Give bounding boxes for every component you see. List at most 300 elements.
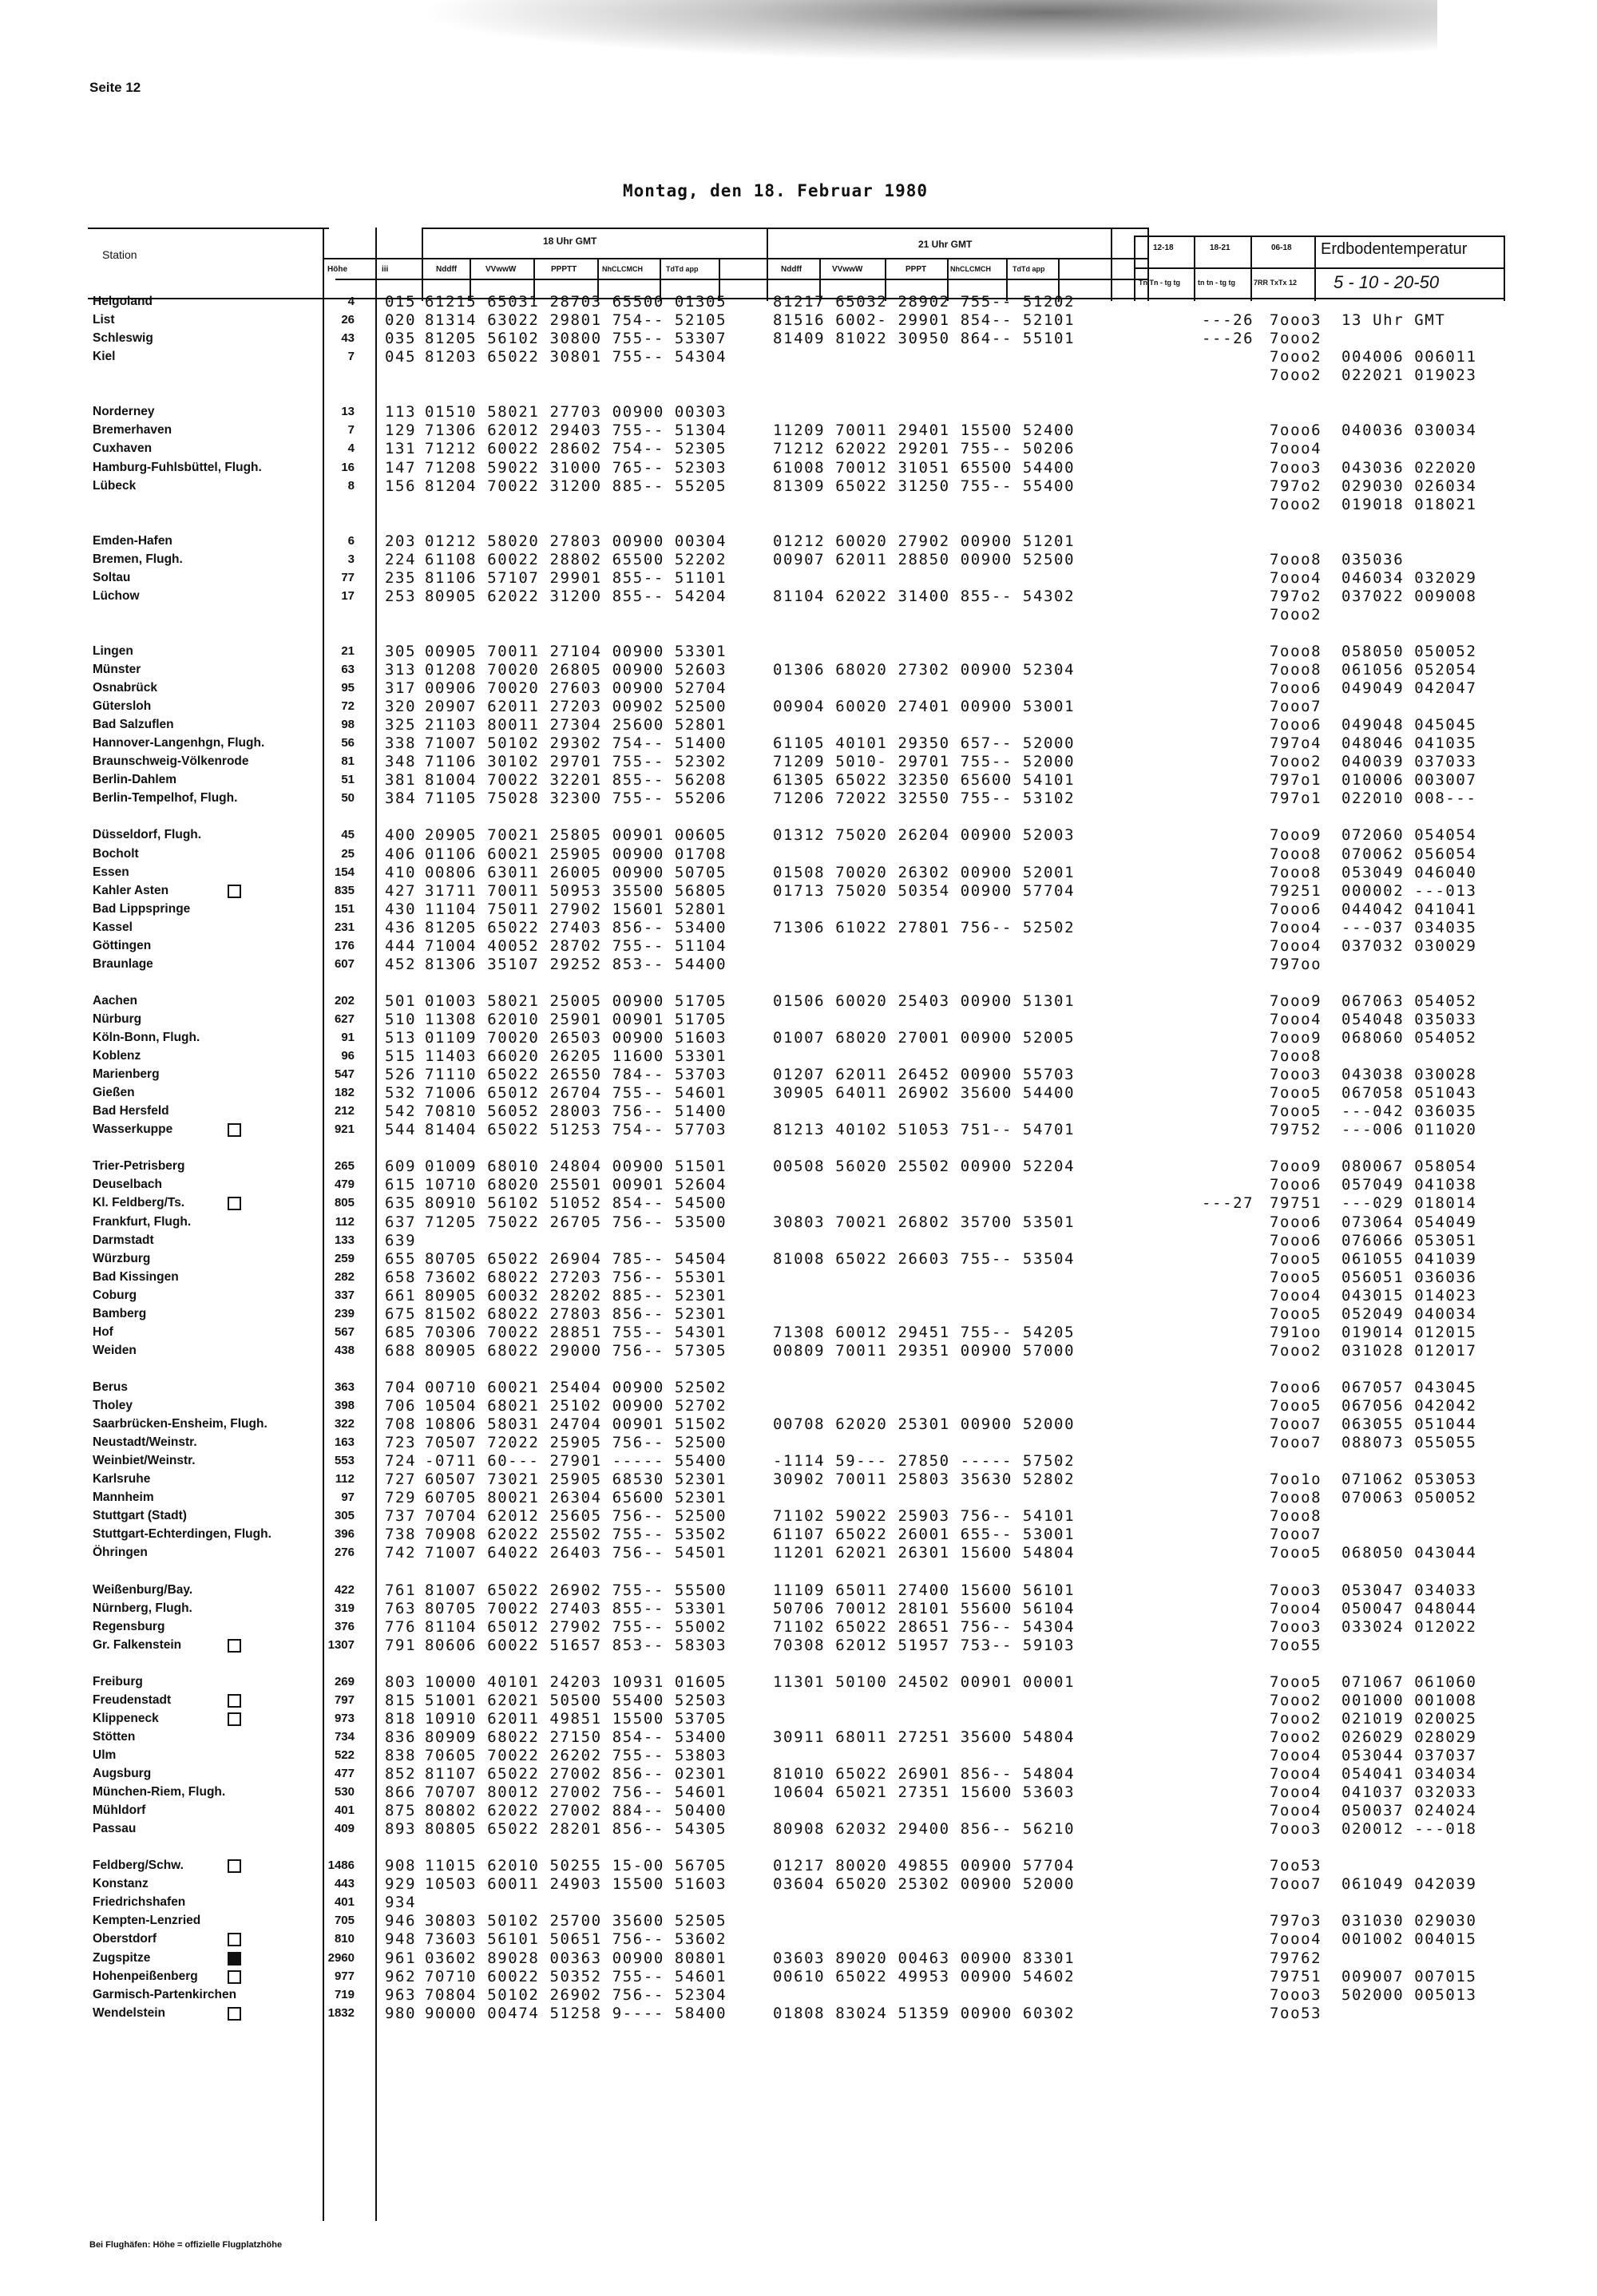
station-name: Aachen bbox=[93, 993, 137, 1007]
code-group: 7ooo3 bbox=[1270, 311, 1322, 330]
station-id: 908 bbox=[385, 1857, 417, 1875]
code-group: 7ooo2 bbox=[1270, 1691, 1322, 1709]
soil-temperature: 053047 034033 bbox=[1341, 1581, 1477, 1599]
code-group: 7ooo6 bbox=[1270, 679, 1322, 698]
obs-18-gmt: 10806 58031 24704 00901 51502 bbox=[425, 1415, 727, 1433]
station-name: Konstanz bbox=[93, 1877, 149, 1891]
obs-18-gmt: 01109 70020 26503 00900 51603 bbox=[425, 1029, 727, 1047]
station-height: 269 bbox=[334, 1674, 355, 1688]
table-header bbox=[88, 228, 1505, 301]
station-height: 151 bbox=[334, 901, 355, 916]
station-height: 438 bbox=[334, 1343, 355, 1357]
soil-temperature: 044042 041041 bbox=[1341, 900, 1477, 918]
period-12-18-sub: Tn Tn - tg tg bbox=[1139, 279, 1180, 287]
obs-18-gmt: 70704 62012 25605 756-- 52500 bbox=[425, 1507, 727, 1526]
code-group: 7ooo9 bbox=[1270, 1029, 1322, 1047]
station-height: 51 bbox=[341, 773, 355, 787]
station-name: Weißenburg/Bay. bbox=[93, 1582, 193, 1597]
soil-temperature: 040039 037033 bbox=[1341, 753, 1477, 771]
obs-21-gmt: 01713 75020 50354 00900 57704 bbox=[773, 881, 1076, 900]
obs-18-gmt: 70804 50102 26902 756-- 52304 bbox=[425, 1985, 727, 2004]
code-group: 7ooo4 bbox=[1270, 1010, 1322, 1028]
station-height: 409 bbox=[334, 1822, 355, 1836]
code-group: 7ooo3 bbox=[1270, 458, 1322, 477]
station-name: Würzburg bbox=[93, 1251, 151, 1265]
station-id: 818 bbox=[385, 1709, 417, 1728]
obs-21-gmt: 71209 5010- 29701 755-- 52000 bbox=[773, 753, 1076, 771]
obs-21-gmt: 81217 65032 28902 755-- 51202 bbox=[773, 293, 1076, 311]
station-name: Hamburg-Fuhlsbüttel, Flugh. bbox=[93, 460, 262, 474]
code-group: 7ooo5 bbox=[1270, 1304, 1322, 1323]
soil-temperature: 053044 037037 bbox=[1341, 1746, 1477, 1764]
obs-21-gmt: 01508 70020 26302 00900 52001 bbox=[773, 863, 1076, 881]
soil-temperature: 021019 020025 bbox=[1341, 1709, 1477, 1728]
station-name: Helgoland bbox=[93, 295, 153, 308]
station-name: List bbox=[93, 313, 115, 327]
station-height: 7 bbox=[347, 423, 355, 437]
code-group: 7ooo8 bbox=[1270, 1489, 1322, 1507]
obs-18-gmt: 21103 80011 27304 25600 52801 bbox=[425, 716, 727, 734]
soil-temperature: 049048 045045 bbox=[1341, 716, 1477, 734]
station-name: Nürburg bbox=[93, 1011, 142, 1026]
station-height: 977 bbox=[334, 1969, 355, 1983]
code-group: 7ooo4 bbox=[1270, 1599, 1322, 1617]
col21-1: Nddff bbox=[781, 265, 802, 274]
obs-18-gmt: 00906 70020 27603 00900 52704 bbox=[425, 679, 727, 698]
station-id: 639 bbox=[385, 1231, 417, 1249]
station-height: 6 bbox=[347, 533, 355, 548]
station-height: 91 bbox=[341, 1031, 355, 1044]
station-name: Cuxhaven bbox=[93, 441, 153, 456]
station-height: 81 bbox=[341, 754, 355, 769]
obs-21-gmt: 71102 65022 28651 756-- 54304 bbox=[773, 1617, 1076, 1636]
station-name: Karlsruhe bbox=[93, 1472, 151, 1486]
station-id: 934 bbox=[385, 1894, 417, 1912]
station-name: Hof bbox=[93, 1324, 113, 1339]
station-id: 893 bbox=[385, 1820, 417, 1839]
soil-temperature: 057049 041038 bbox=[1341, 1176, 1477, 1194]
code-group: 7ooo3 bbox=[1270, 1985, 1322, 2004]
station-height: 3 bbox=[347, 552, 355, 566]
station-name: Frankfurt, Flugh. bbox=[93, 1214, 192, 1229]
station-id: 203 bbox=[385, 532, 417, 550]
soil-temperature: 070063 050052 bbox=[1341, 1489, 1477, 1507]
obs-21-gmt: 01506 60020 25403 00900 51301 bbox=[773, 992, 1076, 1010]
soil-temperature: 061055 041039 bbox=[1341, 1249, 1477, 1268]
obs-21-gmt: 11301 50100 24502 00901 00001 bbox=[773, 1673, 1076, 1691]
station-height: 154 bbox=[334, 865, 355, 879]
station-height: 477 bbox=[334, 1767, 355, 1780]
station-id: 776 bbox=[385, 1617, 417, 1636]
code-group: 7ooo4 bbox=[1270, 1783, 1322, 1801]
soil-temperature: 031030 029030 bbox=[1341, 1912, 1477, 1930]
obs-18-gmt: 70908 62022 25502 755-- 53502 bbox=[425, 1526, 727, 1544]
code-group: 79752 bbox=[1270, 1121, 1322, 1139]
page-title: Montag, den 18. Februar 1980 bbox=[623, 181, 929, 200]
station-height: 21 bbox=[341, 644, 355, 658]
station-id: 866 bbox=[385, 1783, 417, 1801]
code-group: 7ooo5 bbox=[1270, 1544, 1322, 1562]
obs-18-gmt: 11104 75011 27902 15601 52801 bbox=[425, 900, 727, 918]
header-21gmt: 21 Uhr GMT bbox=[918, 239, 973, 250]
obs-21-gmt: 01217 80020 49855 00900 57704 bbox=[773, 1857, 1076, 1875]
station-id: 544 bbox=[385, 1121, 417, 1139]
obs-21-gmt: 01212 60020 27902 00900 51201 bbox=[773, 532, 1076, 550]
obs-18-gmt: 73602 68022 27203 756-- 55301 bbox=[425, 1268, 727, 1286]
station-id: 655 bbox=[385, 1249, 417, 1268]
station-name: Stuttgart-Echterdingen, Flugh. bbox=[93, 1527, 271, 1542]
station-id: 113 bbox=[385, 403, 417, 422]
code-group: 7oo1o bbox=[1270, 1471, 1322, 1489]
obs-18-gmt: 01106 60021 25905 00900 01708 bbox=[425, 845, 727, 863]
obs-18-gmt: 81004 70022 32201 855-- 56208 bbox=[425, 771, 727, 790]
station-height: 553 bbox=[334, 1454, 355, 1468]
station-id: 685 bbox=[385, 1323, 417, 1341]
station-marker-open-icon bbox=[228, 2007, 241, 2021]
station-id: 320 bbox=[385, 698, 417, 716]
station-name: Bad Lippspringe bbox=[93, 901, 191, 916]
station-name: Oberstdorf bbox=[93, 1932, 157, 1946]
station-marker-open-icon bbox=[228, 1970, 241, 1984]
station-id: 946 bbox=[385, 1912, 417, 1930]
station-id: 688 bbox=[385, 1341, 417, 1360]
station-height: 337 bbox=[334, 1288, 355, 1302]
station-height: 4 bbox=[347, 295, 355, 308]
station-id: 131 bbox=[385, 440, 417, 458]
soil-temperature: 13 Uhr GMT bbox=[1341, 311, 1446, 330]
station-name: Nürnberg, Flugh. bbox=[93, 1601, 192, 1615]
obs-18-gmt: 81314 63022 29801 754-- 52105 bbox=[425, 311, 727, 330]
station-name: Trier-Petrisberg bbox=[93, 1159, 185, 1174]
station-id: 838 bbox=[385, 1746, 417, 1764]
station-height: 835 bbox=[334, 883, 355, 897]
obs-18-gmt: 80606 60022 51657 853-- 58303 bbox=[425, 1636, 727, 1654]
station-height: 282 bbox=[334, 1269, 355, 1284]
obs-21-gmt: 00708 62020 25301 00900 52000 bbox=[773, 1415, 1076, 1433]
soil-temperature: ---042 036035 bbox=[1341, 1102, 1477, 1121]
soil-temperature: 052049 040034 bbox=[1341, 1304, 1477, 1323]
station-marker-open-icon bbox=[228, 1123, 241, 1137]
station-height: 797 bbox=[334, 1692, 355, 1707]
code-group: 7ooo2 bbox=[1270, 1728, 1322, 1746]
period-06-18: 06-18 bbox=[1271, 243, 1292, 252]
soil-temperature: 037032 030029 bbox=[1341, 936, 1477, 955]
station-name: Stuttgart (Stadt) bbox=[93, 1509, 187, 1523]
station-id: 348 bbox=[385, 753, 417, 771]
obs-21-gmt: 01207 62011 26452 00900 55703 bbox=[773, 1066, 1076, 1084]
station-name: Hohenpeißenberg bbox=[93, 1969, 198, 1983]
station-id: 724 bbox=[385, 1452, 417, 1471]
soil-temperature: 068050 043044 bbox=[1341, 1544, 1477, 1562]
obs-21-gmt: 61105 40101 29350 657-- 52000 bbox=[773, 734, 1076, 753]
station-height: 265 bbox=[334, 1159, 355, 1174]
station-height: 401 bbox=[334, 1803, 355, 1818]
soil-temperature: ---029 018014 bbox=[1341, 1194, 1477, 1213]
code-group: 79751 bbox=[1270, 1967, 1322, 1985]
obs-18-gmt: 81306 35107 29252 853-- 54400 bbox=[425, 955, 727, 973]
station-id: 729 bbox=[385, 1489, 417, 1507]
station-name: Gütersloh bbox=[93, 699, 152, 714]
code-group: 7ooo8 bbox=[1270, 1507, 1322, 1526]
station-name: Kempten-Lenzried bbox=[93, 1914, 201, 1928]
station-id: 738 bbox=[385, 1526, 417, 1544]
temp-min-max: ---26 bbox=[1202, 330, 1254, 348]
code-group: 7ooo6 bbox=[1270, 1213, 1322, 1231]
station-height: 163 bbox=[334, 1435, 355, 1450]
station-name: Mannheim bbox=[93, 1490, 154, 1505]
station-height: 56 bbox=[341, 736, 355, 750]
obs-21-gmt: 81213 40102 51053 751-- 54701 bbox=[773, 1121, 1076, 1139]
code-group: 7ooo3 bbox=[1270, 1581, 1322, 1599]
soil-temperature: 067058 051043 bbox=[1341, 1084, 1477, 1102]
station-name: Klippeneck bbox=[93, 1711, 159, 1725]
code-group: 797o1 bbox=[1270, 790, 1322, 808]
period-12-18: 12-18 bbox=[1153, 243, 1174, 252]
obs-21-gmt: 71212 62022 29201 755-- 50206 bbox=[773, 440, 1076, 458]
obs-18-gmt: 81106 57107 29901 855-- 51101 bbox=[425, 568, 727, 587]
station-name: Kassel bbox=[93, 920, 133, 934]
obs-18-gmt: 51001 62021 50500 55400 52503 bbox=[425, 1691, 727, 1709]
obs-18-gmt: 00710 60021 25404 00900 52502 bbox=[425, 1378, 727, 1396]
obs-18-gmt: 01003 58021 25005 00900 51705 bbox=[425, 992, 727, 1010]
station-marker-filled-icon bbox=[228, 1952, 241, 1965]
code-group: 79751 bbox=[1270, 1194, 1322, 1213]
station-name: Friedrichshafen bbox=[93, 1895, 186, 1910]
obs-18-gmt: 10710 68020 25501 00901 52604 bbox=[425, 1176, 727, 1194]
obs-18-gmt: 70810 56052 28003 756-- 51400 bbox=[425, 1102, 727, 1121]
station-id: 980 bbox=[385, 2004, 417, 2022]
soil-temperature: 061056 052054 bbox=[1341, 661, 1477, 679]
station-id: 444 bbox=[385, 936, 417, 955]
station-name: Darmstadt bbox=[93, 1233, 154, 1247]
obs-18-gmt: 01212 58020 27803 00900 00304 bbox=[425, 532, 727, 550]
station-height: 43 bbox=[341, 331, 355, 346]
code-group: 7ooo2 bbox=[1270, 1341, 1322, 1360]
station-id: 513 bbox=[385, 1029, 417, 1047]
header-iii: iii bbox=[382, 265, 389, 274]
station-id: 675 bbox=[385, 1304, 417, 1323]
station-name: Bremerhaven bbox=[93, 423, 172, 437]
code-group: 797o2 bbox=[1270, 477, 1322, 495]
col21-5: TdTd app bbox=[1012, 265, 1045, 273]
soil-temperature: 009007 007015 bbox=[1341, 1967, 1477, 1985]
station-id: 963 bbox=[385, 1985, 417, 2004]
obs-21-gmt: 03604 65020 25302 00900 52000 bbox=[773, 1875, 1076, 1894]
soil-temperature: 029030 026034 bbox=[1341, 477, 1477, 495]
station-name: Kahler Asten bbox=[93, 883, 169, 897]
obs-21-gmt: 11201 62021 26301 15600 54804 bbox=[773, 1544, 1076, 1562]
code-group: 7ooo6 bbox=[1270, 716, 1322, 734]
station-name: Braunschweig-Völkenrode bbox=[93, 754, 249, 769]
station-height: 112 bbox=[335, 1472, 355, 1486]
station-height: 176 bbox=[334, 938, 355, 952]
obs-18-gmt: 70605 70022 26202 755-- 53803 bbox=[425, 1746, 727, 1764]
soil-temperature: 050037 024024 bbox=[1341, 1802, 1477, 1820]
soil-temperature: 054041 034034 bbox=[1341, 1765, 1477, 1783]
soil-temperature: 049049 042047 bbox=[1341, 679, 1477, 698]
obs-18-gmt: 71006 65012 26704 755-- 54601 bbox=[425, 1084, 727, 1102]
obs-18-gmt: 11403 66020 26205 11600 53301 bbox=[425, 1047, 727, 1065]
station-height: 479 bbox=[334, 1178, 355, 1192]
station-id: 961 bbox=[385, 1949, 417, 1967]
code-group: 7ooo5 bbox=[1270, 1249, 1322, 1268]
soil-temperature: 046034 032029 bbox=[1341, 568, 1477, 587]
code-group: 7ooo2 bbox=[1270, 753, 1322, 771]
code-group: 7ooo4 bbox=[1270, 1286, 1322, 1304]
temp-min-max: ---27 bbox=[1202, 1194, 1254, 1213]
station-id: 400 bbox=[385, 826, 417, 845]
station-id: 430 bbox=[385, 900, 417, 918]
obs-21-gmt: 71102 59022 25903 756-- 54101 bbox=[773, 1507, 1076, 1526]
station-height: 530 bbox=[334, 1785, 355, 1799]
station-height: 212 bbox=[334, 1104, 355, 1118]
station-id: 384 bbox=[385, 790, 417, 808]
station-height: 805 bbox=[334, 1196, 355, 1210]
code-group: 7ooo5 bbox=[1270, 1084, 1322, 1102]
station-height: 239 bbox=[334, 1306, 355, 1320]
code-group: 7ooo2 bbox=[1270, 330, 1322, 348]
obs-18-gmt: 71306 62012 29403 755-- 51304 bbox=[425, 422, 727, 440]
station-id: 406 bbox=[385, 845, 417, 863]
station-id: 325 bbox=[385, 716, 417, 734]
obs-18-gmt: 81205 65022 27403 856-- 53400 bbox=[425, 918, 727, 936]
col18-3: PPPTT bbox=[551, 265, 577, 274]
obs-21-gmt: 01312 75020 26204 00900 52003 bbox=[773, 826, 1076, 845]
station-height: 25 bbox=[341, 846, 355, 861]
obs-18-gmt: 90000 00474 51258 9---- 58400 bbox=[425, 2004, 727, 2022]
station-height: 443 bbox=[334, 1877, 355, 1891]
soil-temperature: 048046 041035 bbox=[1341, 734, 1477, 753]
station-name: Gießen bbox=[93, 1086, 135, 1100]
station-height: 734 bbox=[334, 1729, 355, 1744]
obs-18-gmt: 71007 64022 26403 756-- 54501 bbox=[425, 1544, 727, 1562]
code-group: 7ooo3 bbox=[1270, 1820, 1322, 1839]
obs-18-gmt: 81007 65022 26902 755-- 55500 bbox=[425, 1581, 727, 1599]
obs-21-gmt: 71306 61022 27801 756-- 52502 bbox=[773, 918, 1076, 936]
obs-18-gmt: 20905 70021 25805 00901 00605 bbox=[425, 826, 727, 845]
code-group: 7ooo6 bbox=[1270, 900, 1322, 918]
station-name: Bad Kissingen bbox=[93, 1269, 179, 1284]
soil-temperature: 001002 004015 bbox=[1341, 1930, 1477, 1949]
soil-temperature: ---006 011020 bbox=[1341, 1121, 1477, 1139]
obs-18-gmt: 11308 62010 25901 00901 51705 bbox=[425, 1010, 727, 1028]
station-name: Regensburg bbox=[93, 1619, 165, 1633]
soil-temperature: 022010 008--- bbox=[1341, 790, 1477, 808]
erdboden-header: Erdbodentemperatur bbox=[1321, 240, 1468, 258]
obs-18-gmt: 61215 65031 28703 65500 01305 bbox=[425, 293, 727, 311]
soil-temperature: 031028 012017 bbox=[1341, 1341, 1477, 1360]
station-name: Lüchow bbox=[93, 588, 140, 603]
station-id: 929 bbox=[385, 1875, 417, 1894]
station-id: 708 bbox=[385, 1415, 417, 1433]
obs-18-gmt: 81404 65022 51253 754-- 57703 bbox=[425, 1121, 727, 1139]
obs-18-gmt: 71212 60022 28602 754-- 52305 bbox=[425, 440, 727, 458]
code-group: 7ooo9 bbox=[1270, 826, 1322, 845]
station-name: Berlin-Dahlem bbox=[93, 773, 177, 787]
station-name: Emden-Hafen bbox=[93, 533, 172, 548]
code-group: 7ooo4 bbox=[1270, 1746, 1322, 1764]
obs-21-gmt: 30902 70011 25803 35630 52802 bbox=[773, 1471, 1076, 1489]
station-id: 962 bbox=[385, 1967, 417, 1985]
obs-18-gmt: 03602 89028 00363 00900 80801 bbox=[425, 1949, 727, 1967]
station-name: Bad Salzuflen bbox=[93, 718, 174, 732]
obs-21-gmt: 81010 65022 26901 856-- 54804 bbox=[773, 1765, 1076, 1783]
code-group: 7ooo4 bbox=[1270, 1930, 1322, 1949]
obs-21-gmt: 80908 62032 29400 856-- 56210 bbox=[773, 1820, 1076, 1839]
code-group: 7oo55 bbox=[1270, 1636, 1322, 1654]
station-id: 763 bbox=[385, 1599, 417, 1617]
station-id: 658 bbox=[385, 1268, 417, 1286]
obs-21-gmt: 00610 65022 49953 00900 54602 bbox=[773, 1967, 1076, 1985]
obs-21-gmt: 00508 56020 25502 00900 52204 bbox=[773, 1158, 1076, 1176]
soil-temperature: 056051 036036 bbox=[1341, 1268, 1477, 1286]
obs-18-gmt: -0711 60--- 27901 ----- 55400 bbox=[425, 1452, 727, 1471]
station-name: Deuselbach bbox=[93, 1178, 163, 1192]
col18-4: NhCLCMCH bbox=[602, 265, 643, 273]
station-marker-open-icon bbox=[228, 1933, 241, 1946]
obs-18-gmt: 73603 56101 50651 756-- 53602 bbox=[425, 1930, 727, 1949]
station-height: 607 bbox=[334, 956, 355, 971]
obs-21-gmt: 71308 60012 29451 755-- 54205 bbox=[773, 1323, 1076, 1341]
soil-temperature: 058050 050052 bbox=[1341, 643, 1477, 660]
station-name: Berlin-Tempelhof, Flugh. bbox=[93, 791, 238, 806]
station-height: 376 bbox=[334, 1619, 355, 1633]
station-id: 436 bbox=[385, 918, 417, 936]
code-group: 7ooo4 bbox=[1270, 936, 1322, 955]
code-group: 7ooo2 bbox=[1270, 348, 1322, 366]
station-id: 803 bbox=[385, 1673, 417, 1691]
obs-18-gmt: 30803 50102 25700 35600 52505 bbox=[425, 1912, 727, 1930]
station-name: Bremen, Flugh. bbox=[93, 552, 183, 566]
station-height: 305 bbox=[334, 1509, 355, 1523]
station-name: Feldberg/Schw. bbox=[93, 1859, 184, 1873]
code-group: 7ooo2 bbox=[1270, 1709, 1322, 1728]
station-height: 719 bbox=[334, 1987, 355, 2001]
station-name: Freudenstadt bbox=[93, 1692, 172, 1707]
code-group: 79762 bbox=[1270, 1949, 1322, 1967]
station-id: 338 bbox=[385, 734, 417, 753]
station-name: Hannover-Langenhgn, Flugh. bbox=[93, 736, 265, 750]
code-group: 7ooo6 bbox=[1270, 1231, 1322, 1249]
station-name: Augsburg bbox=[93, 1767, 152, 1780]
soil-temperature: 035036 bbox=[1341, 550, 1405, 568]
obs-21-gmt: 10604 65021 27351 15600 53603 bbox=[773, 1783, 1076, 1801]
station-id: 635 bbox=[385, 1194, 417, 1213]
station-id: 129 bbox=[385, 422, 417, 440]
soil-temperature: 040036 030034 bbox=[1341, 422, 1477, 440]
station-name: Mühldorf bbox=[93, 1803, 146, 1818]
obs-18-gmt: 71106 30102 29701 755-- 52302 bbox=[425, 753, 727, 771]
obs-21-gmt: 81309 65022 31250 755-- 55400 bbox=[773, 477, 1076, 495]
soil-temperature: 041037 032033 bbox=[1341, 1783, 1477, 1801]
code-group: 7ooo5 bbox=[1270, 1268, 1322, 1286]
station-height: 547 bbox=[334, 1067, 355, 1082]
obs-18-gmt: 81204 70022 31200 885-- 55205 bbox=[425, 477, 727, 495]
station-height: 50 bbox=[341, 791, 355, 806]
station-height: 4 bbox=[347, 441, 355, 456]
station-height: 1486 bbox=[327, 1859, 355, 1873]
code-group: 7ooo5 bbox=[1270, 1397, 1322, 1415]
soil-temperature: 068060 054052 bbox=[1341, 1029, 1477, 1047]
station-height: 7 bbox=[347, 350, 355, 364]
code-group: 797oo bbox=[1270, 955, 1322, 973]
station-height: 276 bbox=[334, 1546, 355, 1560]
code-group: 7ooo7 bbox=[1270, 1434, 1322, 1452]
station-id: 317 bbox=[385, 679, 417, 698]
period-18-21-sub: tn tn - tg tg bbox=[1198, 279, 1235, 287]
station-marker-open-icon bbox=[228, 1694, 241, 1708]
station-name: Gr. Falkenstein bbox=[93, 1637, 182, 1652]
